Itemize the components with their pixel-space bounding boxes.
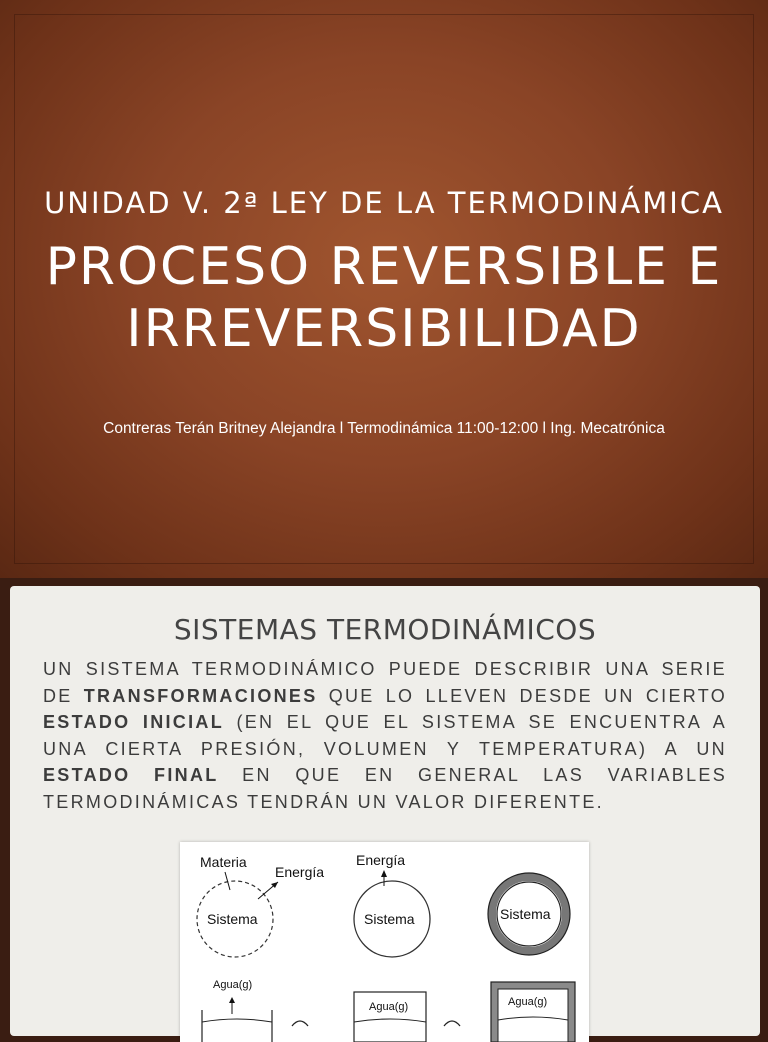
closed-container: [354, 992, 426, 1042]
main-title-line-2: IRREVERSIBILIDAD: [126, 299, 642, 359]
content-slide: [10, 586, 760, 1036]
bold-estado-inicial: ESTADO INICIAL: [43, 712, 225, 732]
agua-label-1: Agua(g): [213, 979, 253, 991]
agua-label-3: Agua(g): [508, 996, 548, 1008]
closed-energia-label: Energía: [356, 852, 406, 868]
systems-diagram: [180, 842, 589, 1042]
open-water-surface: [202, 1019, 272, 1022]
open-energia-label: Energía: [275, 864, 325, 880]
main-title-line-1: PROCESO REVERSIBLE E: [45, 237, 723, 297]
systems-figure: [180, 842, 589, 1042]
paragraph-text-4: EN QUE EN GENERAL LAS VARIABLES TERMODINÁMICAS TENDRÁN UN VALOR DIFERENTE.: [43, 765, 728, 812]
bold-transformaciones: TRANSFORMACIONES: [83, 685, 318, 706]
agua-arrowhead-1: [229, 997, 235, 1003]
section-title: SISTEMAS TERMODINÁMICOS: [173, 613, 597, 646]
author-line: Contreras Terán Britney Alejandra l Termodinámica 11:00-12:00 l Ing. Mecatrónica: [103, 420, 665, 437]
open-container: [202, 1010, 272, 1042]
agua-label-2: Agua(g): [369, 1001, 409, 1013]
closed-water-surface: [354, 1019, 426, 1022]
paragraph-text-1: UN SISTEMA TERMODINÁMICO PUEDE DESCRIBIR UNA SERIE DE: [43, 659, 727, 706]
isolated-sistema-label: Sistema: [500, 906, 551, 922]
open-sistema-label: Sistema: [207, 911, 258, 927]
body-paragraph: [43, 656, 727, 815]
closed-sistema-label: Sistema: [364, 911, 415, 927]
unit-title: UNIDAD V. 2ª LEY DE LA TERMODINÁMICA: [44, 186, 724, 220]
open-materia-label: Materia: [200, 854, 247, 870]
main-title: [0, 236, 768, 360]
paragraph-text-3: (EN EL QUE EL SISTEMA SE ENCUENTRA A UNA CIERTA PRESIÓN, VOLUMEN Y TEMPERATURA) A UN: [43, 712, 727, 759]
paragraph-text-2: QUE LO LLEVEN DESDE UN CIERTO: [317, 685, 727, 706]
materia-arrow: [225, 872, 230, 890]
bold-estado-final: ESTADO FINAL: [43, 765, 219, 785]
closed-energia-arrowhead: [381, 870, 387, 877]
